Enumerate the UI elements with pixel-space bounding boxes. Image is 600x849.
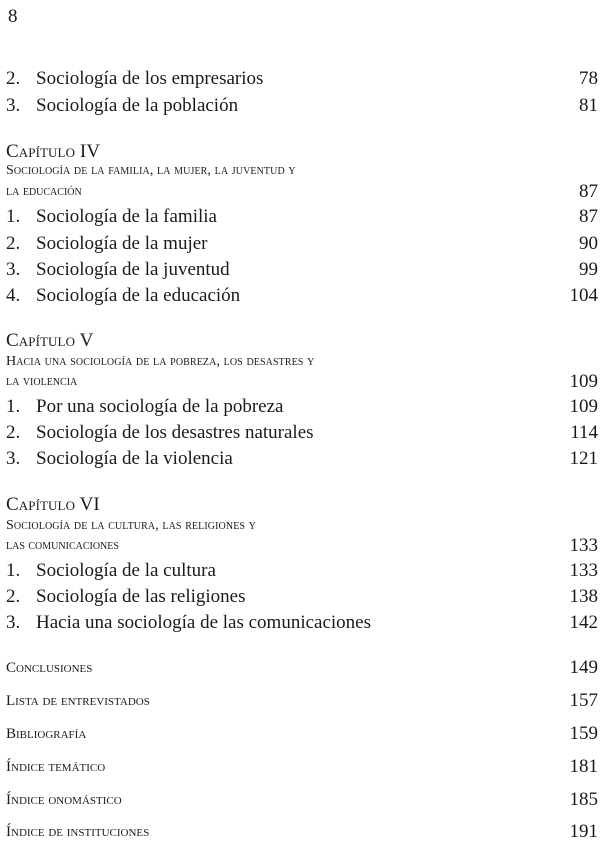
entry-number: 3. bbox=[6, 259, 21, 280]
toc-entry bbox=[6, 611, 598, 635]
back-matter-title: Índice onomástico bbox=[6, 792, 122, 808]
chapter-label: Capítulo V bbox=[6, 330, 94, 351]
entry-number: 2. bbox=[6, 233, 21, 254]
entry-title: Sociología de la familia bbox=[36, 206, 217, 227]
toc-entry bbox=[6, 559, 598, 583]
chapter-title-line: la violencia bbox=[6, 374, 78, 389]
entry-title: Sociología de los empresarios bbox=[36, 68, 264, 89]
entry-title: Sociología de las religiones bbox=[36, 586, 246, 607]
chapter-title-line: Hacia una sociología de la pobreza, los desastres y bbox=[6, 354, 315, 369]
toc-entry bbox=[6, 585, 598, 609]
chapter-title-line: Sociología de la cultura, las religiones y bbox=[6, 518, 256, 533]
entry-number: 1. bbox=[6, 206, 21, 227]
entry-number: 4. bbox=[6, 285, 21, 306]
entry-page: 81 bbox=[579, 95, 598, 116]
page-number: 8 bbox=[8, 6, 18, 27]
entry-title: Hacia una sociología de las comunicaciones bbox=[36, 612, 372, 633]
toc-entry bbox=[6, 258, 598, 282]
entry-page: 142 bbox=[569, 612, 598, 633]
entry-number: 3. bbox=[6, 95, 21, 116]
back-matter-title: Índice temático bbox=[6, 759, 106, 775]
entry-title: Sociología de la violencia bbox=[36, 448, 233, 469]
entry-number: 2. bbox=[6, 68, 21, 89]
back-matter-entry bbox=[6, 656, 598, 680]
back-matter-title: Índice de instituciones bbox=[6, 824, 150, 840]
toc-entry bbox=[6, 94, 598, 118]
back-matter-entry bbox=[6, 722, 598, 746]
entry-title: Sociología de la juventud bbox=[36, 259, 230, 280]
toc-entry bbox=[6, 205, 598, 229]
back-matter-title: Conclusiones bbox=[6, 660, 93, 676]
back-matter-title: Lista de entrevistados bbox=[6, 693, 150, 709]
back-matter-page: 185 bbox=[569, 789, 598, 810]
toc-entry bbox=[6, 67, 598, 91]
entry-page: 104 bbox=[569, 285, 598, 306]
toc-entry bbox=[6, 232, 598, 256]
chapter-page: 109 bbox=[569, 371, 598, 392]
chapter-page: 87 bbox=[579, 181, 598, 202]
entry-page: 78 bbox=[579, 68, 598, 89]
back-matter-entry bbox=[6, 689, 598, 713]
chapter-title-row bbox=[6, 180, 598, 204]
entry-title: Sociología de la mujer bbox=[36, 233, 208, 254]
toc-entry bbox=[6, 395, 598, 419]
chapter-title-line: las comunicaciones bbox=[6, 538, 119, 553]
entry-title: Sociología de la educación bbox=[36, 285, 241, 306]
back-matter-entry bbox=[6, 755, 598, 779]
entry-title: Sociología de la cultura bbox=[36, 560, 216, 581]
entry-page: 121 bbox=[569, 448, 598, 469]
entry-title: Sociología de los desastres naturales bbox=[36, 422, 314, 443]
back-matter-page: 159 bbox=[569, 723, 598, 744]
entry-number: 1. bbox=[6, 396, 21, 417]
chapter-title-row bbox=[6, 534, 598, 558]
entry-page: 90 bbox=[579, 233, 598, 254]
back-matter-page: 157 bbox=[569, 690, 598, 711]
back-matter-page: 191 bbox=[569, 821, 598, 842]
chapter-title-line: la educación bbox=[6, 184, 82, 199]
entry-number: 1. bbox=[6, 560, 21, 581]
chapter-page: 133 bbox=[569, 535, 598, 556]
back-matter-entry bbox=[6, 788, 598, 812]
entry-page: 99 bbox=[579, 259, 598, 280]
back-matter-entry bbox=[6, 820, 598, 844]
entry-page: 138 bbox=[569, 586, 598, 607]
chapter-title-row bbox=[6, 370, 598, 394]
entry-page: 133 bbox=[569, 560, 598, 581]
back-matter-title: Bibliografía bbox=[6, 726, 87, 742]
chapter-label: Capítulo VI bbox=[6, 494, 100, 515]
toc-entry bbox=[6, 421, 598, 445]
entry-page: 109 bbox=[569, 396, 598, 417]
entry-page: 87 bbox=[579, 206, 598, 227]
chapter-label: Capítulo IV bbox=[6, 141, 101, 162]
toc-entry bbox=[6, 447, 598, 471]
entry-number: 2. bbox=[6, 586, 21, 607]
toc-entry bbox=[6, 284, 598, 308]
entry-title: Sociología de la población bbox=[36, 95, 239, 116]
back-matter-page: 181 bbox=[569, 756, 598, 777]
entry-title: Por una sociología de la pobreza bbox=[36, 396, 284, 417]
entry-number: 3. bbox=[6, 612, 21, 633]
entry-page: 114 bbox=[570, 422, 598, 443]
chapter-title-line: Sociología de la familia, la mujer, la juventud y bbox=[6, 163, 296, 178]
entry-number: 3. bbox=[6, 448, 21, 469]
back-matter-page: 149 bbox=[569, 657, 598, 678]
entry-number: 2. bbox=[6, 422, 21, 443]
